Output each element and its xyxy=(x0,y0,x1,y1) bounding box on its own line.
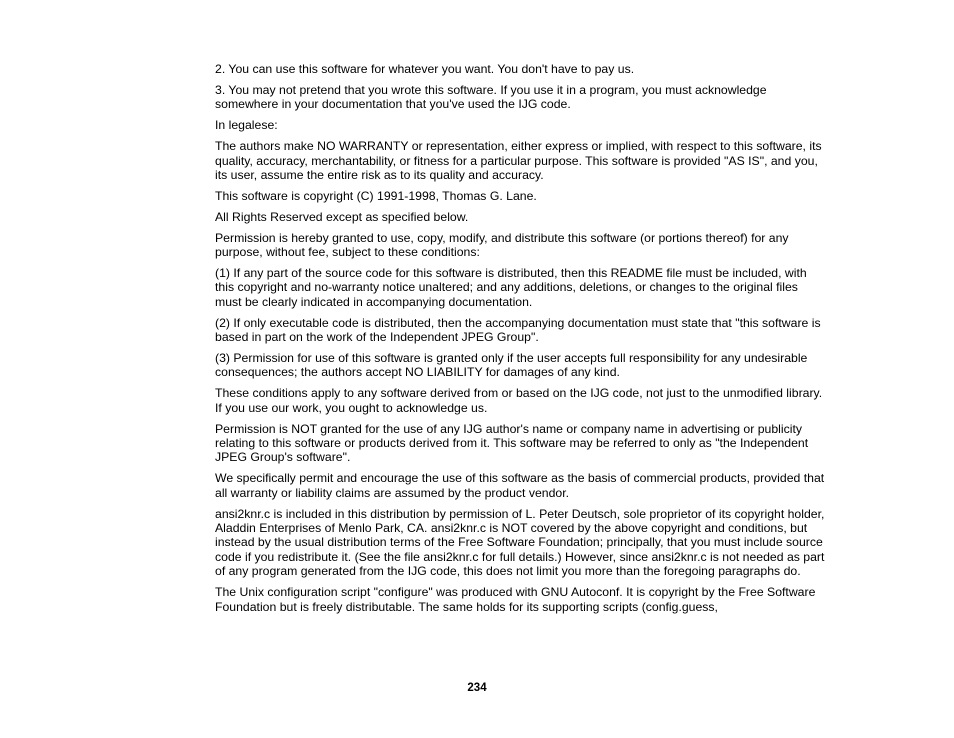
paragraph-no-liability: (3) Permission for use of this software is granted only if the user accepts full responsibility for any undesirable consequences; the authors accept NO LIABILITY for damages of any kind. xyxy=(215,351,808,380)
paragraph-in-legalese: In legalese: xyxy=(215,118,278,133)
paragraph-executable-distribution: (2) If only executable code is distributed, then the accompanying documentation must state that "this software is based in part on the work of the Independent JPEG Group". xyxy=(215,315,821,345)
paragraph-condition-2: 2. You can use this software for whatever you want. You don't have to pay us. xyxy=(215,62,635,76)
paragraph-rights-reserved: All Rights Reserved except as specified below. xyxy=(215,209,469,224)
paragraph-no-warranty: The authors make NO WARRANTY or representation, either express or implied, with respect to this software, its quality, accuracy, merchantability, or fitness for a particular purpose. This software is provided "AS IS", and you, its user, assume the entire risk as to its quality and accuracy. xyxy=(215,139,822,182)
paragraph-source-distribution: (1) If any part of the source code for this software is distributed, then this README file must be included, with this copyright and no-warranty notice unaltered; and any additions, deletions, or changes to the original files must be clearly indicated in accompanying documentation. xyxy=(215,265,807,309)
paragraph-ansi2knr: ansi2knr.c is included in this distribution by permission of L. Peter Deutsch, sole proprietor of its copyright holder, Aladdin Enterprises of Menlo Park, CA. ansi2knr.c is NOT covered by the above copyright and conditions, but instead by the usual distribution terms of the Free Software Foundation; principally, that you must include source code if you redistribute it. (See the file ansi2knr.c for full details.) However, since ansi2knr.c is not needed as part of any program generated from the IJG code, this does not limit you more than the foregoing paragraphs do. xyxy=(215,506,825,579)
paragraph-name-usage: Permission is NOT granted for the use of any IJG author's name or company name in advertising or publicity relating to this software or products derived from it. This software may be referred to only as "the Independent JPEG Group's software". xyxy=(215,421,809,465)
paragraph-copyright: This software is copyright (C) 1991-1998, Thomas G. Lane. xyxy=(215,188,537,203)
paragraph-permission-granted: Permission is hereby granted to use, copy, modify, and distribute this software (or portions thereof) for any purpose, without fee, subject to these conditions: xyxy=(215,230,789,260)
paragraph-configure-script: The Unix configuration script "configure" was produced with GNU Autoconf. It is copyright by the Free Software Foundation but is freely distributable. The same holds for its supporting scripts (config.guess, xyxy=(215,585,816,614)
paragraph-conditions-apply: These conditions apply to any software derived from or based on the IJG code, not just to the unmodified library. If you use our work, you ought to acknowledge us. xyxy=(215,386,823,415)
paragraph-condition-3: 3. You may not pretend that you wrote this software. If you use it in a program, you must acknowledge somewhere in your documentation that you've used the IJG code. xyxy=(215,82,767,112)
paragraph-commercial-use: We specifically permit and encourage the use of this software as the basis of commercial products, provided that all warranty or liability claims are assumed by the product vendor. xyxy=(215,471,825,500)
page-number: 234 xyxy=(467,682,487,694)
document-body xyxy=(215,62,827,621)
